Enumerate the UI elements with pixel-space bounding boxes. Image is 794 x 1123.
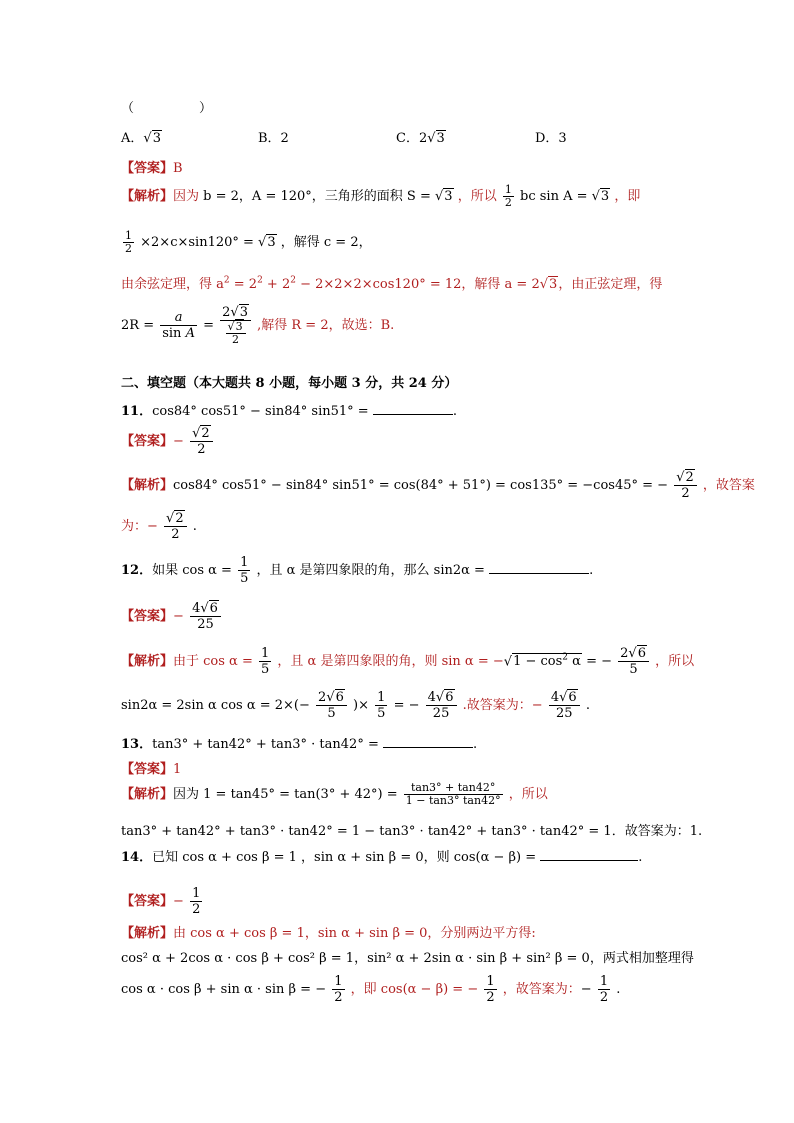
option-d: D．3: [535, 131, 567, 146]
option-b: B．2: [258, 131, 289, 146]
q14-analysis-line2: cos² α + 2cos α · cos β + cos² β = 1，sin² α + 2sin α · sin β + sin² β = 0，两式相加整理得: [121, 951, 694, 966]
q11-analysis-line2: 为：− $\frac{√2}{2}$ .: [121, 511, 197, 542]
q13-stem: 13．tan3° + tan42° + tan3° · tan42° = .: [121, 733, 477, 752]
option-a: A．√3: [121, 131, 161, 146]
q12-answer: 【答案】− $\frac{4√6}{25}$: [121, 601, 223, 632]
q14-answer: 【答案】− $\frac{1}{2}$: [121, 886, 201, 917]
q11-answer: 【答案】− $\frac{√2}{2}$: [121, 426, 215, 457]
q14-stem: 14．已知 cos α + cos β = 1 ，sin α + sin β = 0，则 cos(α − β) = .: [121, 846, 642, 865]
q12-analysis-line1: 【解析】由于 cos α = $\frac{1}{5}$ ，且 α 是第四象限的角，则 $\sin \alpha = -√1 - \cos^2 \alpha$ = − $\frac{2√6}{5}$ ，所以: [121, 646, 695, 677]
q14-analysis-line1: 【解析】由 cos α + cos β = 1，sin α + sin β = 0，分别两边平方得:: [121, 926, 536, 941]
q10-analysis-line4: 2R = $\frac{a}{\text{sin A}}$ = $\frac{2√3}{\frac{√3}{2}}$ ,解得 R = 2，故选：B.: [121, 305, 395, 346]
q10-analysis-line3: 由余弦定理，得 $a^2 = 2^2 + 2^2 - 2\times 2\times 2\times\cos 120^\circ = 12$，解得 a = 2√3，由正弦定理，得: [121, 275, 663, 292]
choice-paren: （ ）: [121, 101, 213, 116]
q10-analysis-line2: $\frac{1}{2}$ ×2×c×sin120° = √3 ，解得 c = 2，: [125, 229, 372, 255]
section-heading: 二、填空题（本大题共 8 小题，每小题 3 分，共 24 分）: [121, 376, 458, 391]
q12-analysis-line2: sin2α = 2sin α cos α = 2×(− $\frac{2√6}{5}$ )× $\frac{1}{5}$ = − $\frac{4√6}{25}$ .故答案为：− $\frac{4√6}{25}$ .: [121, 690, 590, 721]
q11-analysis: 【解析】cos84° cos51° − sin84° sin51° = cos(84° + 51°) = cos135° = −cos45° = − $\frac{√2}{2}$ ，故答案: [121, 470, 755, 501]
q13-analysis-line1: 【解析】因为 1 = tan45° = tan(3° + 42°) = $\frac{\tan 3^\circ + \tan 42^\circ}{1 - \tan 3^\circ \tan 42^\circ}$ ，所以: [121, 781, 548, 807]
q10-analysis-line1: 【解析】因为 b = 2，A = 120°，三角形的面积 S = √3 ，所以 $\frac{1}{2}$ bc sin A = √3 ，即: [121, 183, 641, 209]
option-c: C．2√3: [396, 131, 445, 146]
q11-stem: 11．cos84° cos51° − sin84° sin51° = .: [121, 400, 457, 419]
q13-answer: 【答案】1: [121, 762, 182, 777]
q10-answer: 【答案】B: [121, 161, 183, 176]
q13-analysis-line2: tan3° + tan42° + tan3° · tan42° = 1 − tan3° · tan42° + tan3° · tan42° = 1．故答案为：1.: [121, 824, 703, 839]
q12-stem: 12．如果 cos α = $\frac{1}{5}$ ，且 α 是第四象限的角，那么 sin2α = .: [121, 555, 594, 586]
q14-analysis-line3: cos α · cos β + sin α · sin β = − $\frac{1}{2}$ ，即 cos(α − β) = − $\frac{1}{2}$ ，故答案为：− $\frac{1}{2}$ .: [121, 974, 621, 1005]
